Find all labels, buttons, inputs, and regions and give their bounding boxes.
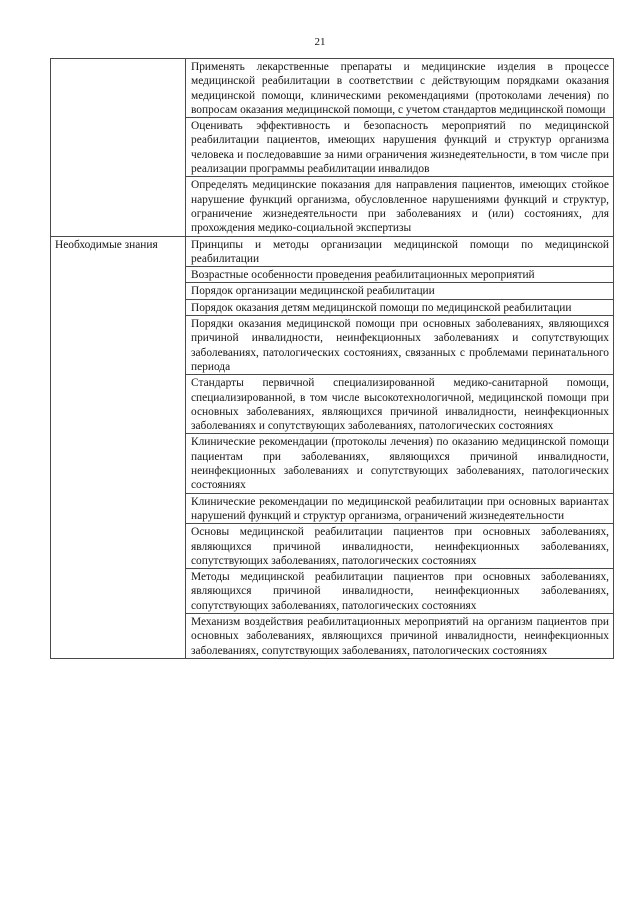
table-row (51, 236, 614, 267)
row-text: Определять медицинские показания для направления пациентов, имеющих стойкое нарушение функций организма, обусловленное нарушениями функций и структур, ограничение жизнедеятельности при заболеваниях и (или) состояниях, для прохождения медико-социальной экспертизы (191, 179, 609, 235)
row-content-cell (186, 283, 614, 299)
row-text: Методы медицинской реабилитации пациентов при основных заболеваниях, являющихся причиной инвалидности, неинфекционных заболеваниях, сопутствующих заболеваниях, патологических состояниях (191, 571, 609, 612)
row-content-cell (186, 613, 614, 658)
competency-table (50, 58, 614, 659)
row-text: Порядки оказания медицинской помощи при основных заболеваниях, являющихся причиной инвалидности, неинфекционных заболеваниях и сопутствующих заболеваниях, патологических состояниях, связанных с проблемами перинатального периода (191, 318, 609, 373)
row-text: Возрастные особенности проведения реабилитационных мероприятий (191, 269, 535, 282)
row-content-cell (186, 59, 614, 118)
row-text: Основы медицинской реабилитации пациентов при основных заболеваниях, являющихся причиной инвалидности, неинфекционных заболеваниях, сопутствующих заболеваниях, патологических состояниях (191, 526, 609, 567)
row-text: Применять лекарственные препараты и медицинские изделия в процессе медицинской реабилитации в соответствии с действующим порядками оказания медицинской помощи, клиническими рекомендациями (протоколами лечения) по вопросам оказания медицинской помощи, с учетом стандартов медицинской помощи (191, 61, 609, 116)
row-content-cell (186, 316, 614, 375)
row-content-cell (186, 118, 614, 177)
row-content-cell (186, 267, 614, 283)
row-content-cell (186, 569, 614, 614)
row-label-cell (51, 59, 186, 237)
page-number: 21 (314, 36, 326, 48)
row-content-cell (186, 524, 614, 569)
row-content-cell (186, 299, 614, 315)
row-content-cell (186, 236, 614, 267)
row-text: Принципы и методы организации медицинской помощи по медицинской реабилитации (191, 238, 609, 265)
row-content-cell (186, 434, 614, 493)
section-label: Необходимые знания (55, 238, 158, 251)
row-text: Порядок организации медицинской реабилитации (191, 285, 435, 298)
row-content-cell (186, 375, 614, 434)
row-content-cell (186, 493, 614, 524)
row-text: Порядок оказания детям медицинской помощи по медицинской реабилитации (191, 301, 572, 314)
row-content-cell (186, 177, 614, 236)
table-row (51, 59, 614, 118)
row-text: Механизм воздействия реабилитационных мероприятий на организм пациентов при основных заболеваниях, являющихся причиной инвалидности, неинфекционных заболеваниях, сопутствующих заболеваниях, патологических состояниях (191, 615, 609, 657)
row-text: Оценивать эффективность и безопасность мероприятий по медицинской реабилитации пациентов, имеющих нарушения функций и структур организма человека и последовавшие за ними ограничения жизнедеятельности, в том числе при реализации программы реабилитации инвалидов (191, 120, 609, 176)
row-text: Клинические рекомендации по медицинской реабилитации при основных вариантах нарушений функций и структур организма, ограничений жизнедеятельности (191, 495, 609, 522)
row-text: Клинические рекомендации (протоколы лечения) по оказанию медицинской помощи пациентам при заболеваниях, являющихся причиной инвалидности, неинфекционных заболеваниях и сопутствующих заболеваниях, патологических состояниях (191, 436, 609, 492)
row-text: Стандарты первичной специализированной медико-санитарной помощи, специализированной, в том числе высокотехнологичной, медицинской помощи при основных заболеваниях, являющихся причиной инвалидности, неинфекционных заболеваниях и сопутствующих заболеваниях, патологических состояниях (191, 377, 609, 433)
row-label-cell (51, 236, 186, 658)
